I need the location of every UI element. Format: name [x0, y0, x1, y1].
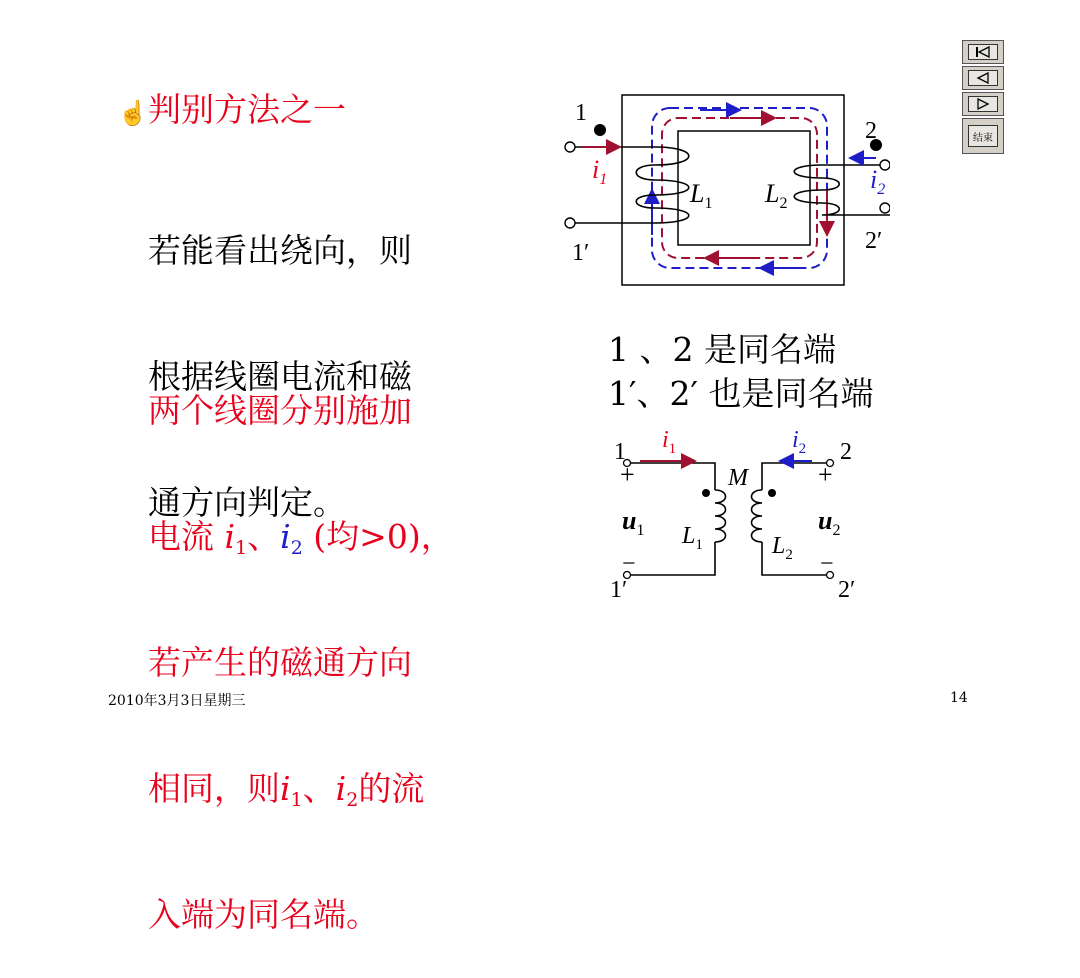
transformer-core-diagram: [560, 90, 890, 290]
label-i1: $i_1$: [592, 155, 608, 188]
label-L1: $L_1$: [690, 179, 713, 212]
paragraph-2-line-4: [148, 768, 454, 810]
paragraph-2-line-5: 入端为同名端。: [148, 895, 379, 934]
circuit-dot-1: [702, 489, 710, 497]
paragraph-1-line-2: 根据线圈电流和磁: [148, 357, 412, 396]
circuit-label-1-prime: 1′: [610, 577, 628, 603]
previous-slide-button[interactable]: [962, 66, 1004, 90]
heading-text: 判别方法之一: [148, 90, 346, 129]
caption-line-2: 1′、2′ 也是同名端: [608, 374, 874, 413]
circuit-label-2-prime: 2′: [838, 577, 856, 603]
terminal-1: [565, 142, 575, 152]
label-i2: $i_2$: [870, 165, 886, 198]
wire-left-top: [627, 463, 715, 490]
minus-sign-right: −: [820, 551, 834, 577]
var-i: i: [335, 769, 347, 808]
text-fragment: 的流: [358, 769, 425, 808]
previous-slide-icon: [968, 70, 998, 86]
circuit-label-L2: $L_2$: [772, 533, 793, 563]
plus-sign-right: +: [818, 460, 833, 489]
label-2-prime: 2′: [865, 228, 883, 254]
circuit-label-M: M: [728, 465, 748, 491]
terminal-2: [880, 160, 890, 170]
footer-page-number: 14: [950, 690, 968, 706]
circuit-label-i2: $i_2$: [792, 427, 807, 457]
label-1-prime: 1′: [572, 240, 590, 266]
coil-L1: [715, 490, 726, 542]
text-fragment: (均>0)，: [302, 517, 454, 556]
left-winding: [570, 147, 689, 223]
circuit-label-L1: $L_1$: [682, 523, 703, 553]
text-fragment: 电流: [148, 517, 225, 556]
plus-sign-left: +: [620, 460, 635, 489]
separator: 、: [302, 769, 336, 808]
terminal-2-prime: [880, 203, 890, 213]
circuit-label-i1: $i_1$: [662, 427, 677, 457]
sub-1: 1: [290, 789, 303, 811]
circuit-dot-2: [768, 489, 776, 497]
sub-2: 2: [346, 789, 359, 811]
paragraph-2: [148, 306, 454, 978]
circuit-label-u2: $u_2$: [818, 506, 841, 539]
circuit-label-1: 1: [614, 439, 626, 465]
next-slide-icon: [968, 96, 998, 112]
label-1: 1: [575, 100, 587, 126]
minus-sign-left: −: [622, 551, 636, 577]
paragraph-2-line-2: [148, 516, 454, 558]
end-show-label: 结束: [973, 132, 993, 144]
separator: 、: [247, 517, 281, 556]
label-L2: $L_2$: [765, 179, 788, 212]
first-slide-icon: [968, 44, 998, 60]
coupled-inductor-circuit: [600, 415, 880, 605]
flux-loop-red: [662, 118, 817, 258]
paragraph-2-line-3: 若产生的磁通方向: [148, 643, 412, 682]
footer-date: 2010年3月3日星期三: [108, 693, 246, 709]
paragraph-2-line-1: 两个线圈分别施加: [148, 391, 412, 430]
text-fragment: 相同，则: [148, 769, 280, 808]
paragraph-1-line-1: 若能看出绕向，则: [148, 231, 412, 270]
section-heading: [118, 84, 346, 131]
var-i: i: [280, 769, 291, 808]
first-slide-button[interactable]: [962, 40, 1004, 64]
coil-L2: [752, 490, 763, 542]
circuit-label-2: 2: [840, 439, 852, 465]
sub-2: 2: [290, 537, 303, 559]
dot-marker-1: [594, 124, 606, 136]
label-2: 2: [865, 118, 877, 144]
circuit-label-u1: $u_1$: [622, 506, 645, 539]
caption-line-1: 1 、2 是同名端: [608, 330, 836, 369]
end-show-button[interactable]: [962, 118, 1004, 154]
paragraph-1-line-3: 通方向判定。: [148, 483, 346, 522]
var-i: i: [280, 517, 291, 556]
var-i: i: [224, 517, 236, 556]
end-show-label-box: [968, 125, 998, 147]
pointing-hand-icon: ☝: [118, 99, 148, 127]
terminal-1-prime: [565, 218, 575, 228]
next-slide-button[interactable]: [962, 92, 1004, 116]
sub-1: 1: [235, 537, 248, 559]
